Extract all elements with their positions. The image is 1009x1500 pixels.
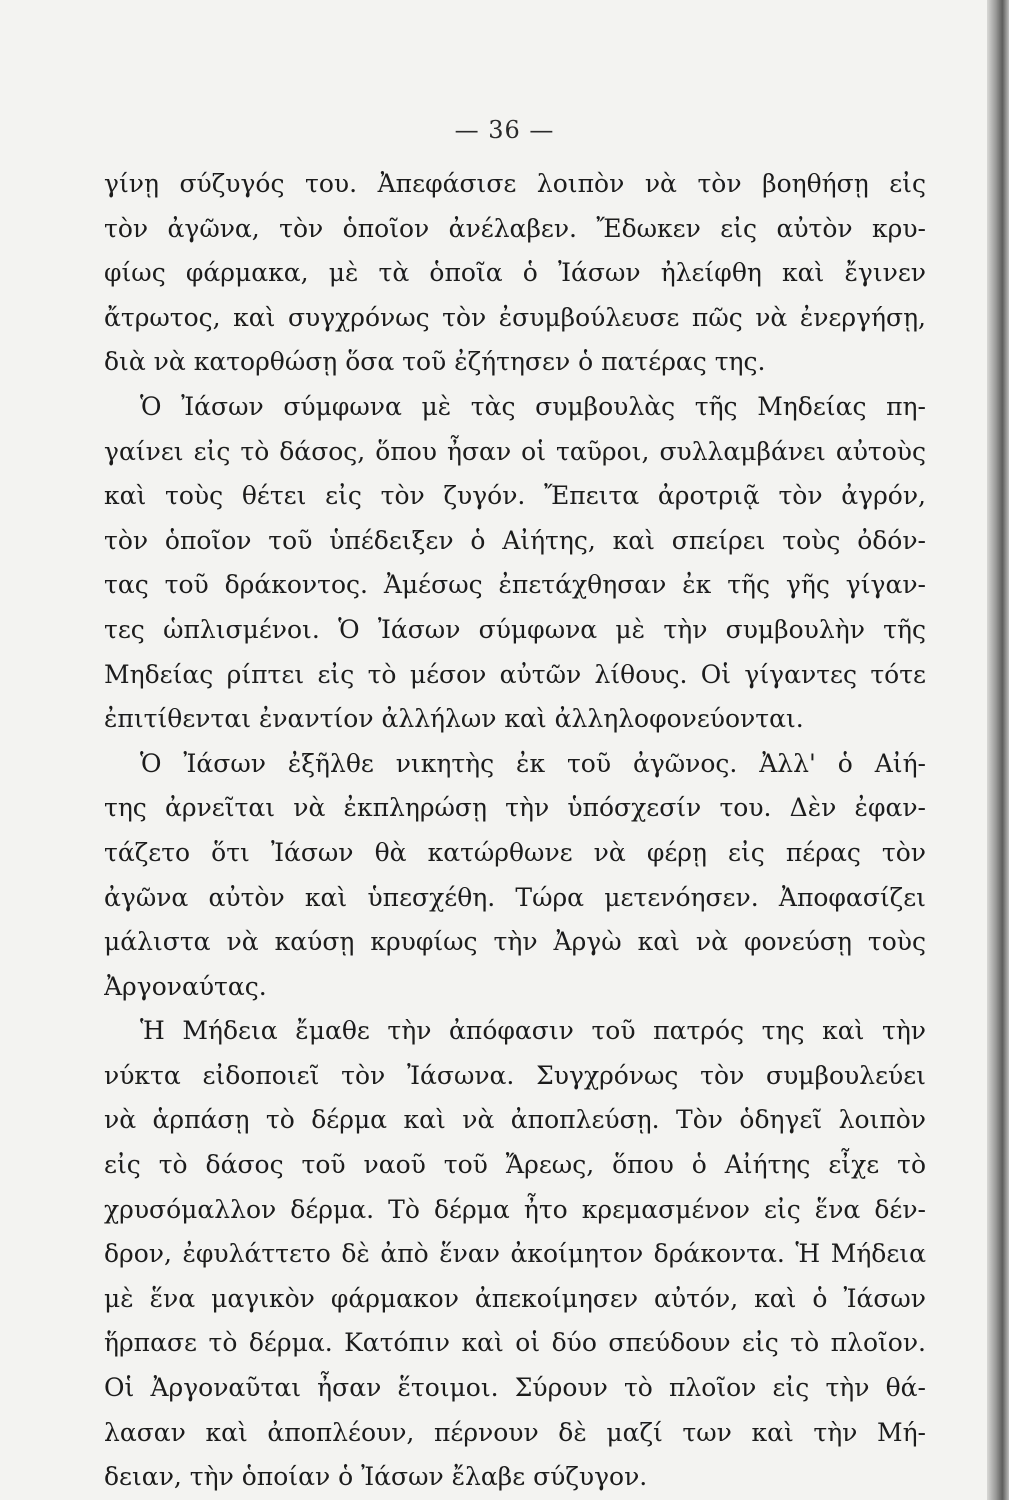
text-line: νύκτα εἰδοποιεῖ τὸν Ἰάσωνα. Συγχρόνως τὸν συμβουλεύει [104,1060,926,1090]
text-line: τὸν ὁποῖον τοῦ ὑπέδειξεν ὁ Αἰήτης, καὶ σπείρει τοὺς ὀδόν- [104,525,926,555]
text-line: τες ὡπλισμένοι. Ὁ Ἰάσων σύμφωνα μὲ τὴν συμβουλὴν τῆς [104,614,926,644]
text-line: λασαν καὶ ἀποπλέουν, πέρνουν δὲ μαζί των καὶ τὴν Μή- [104,1417,926,1447]
text-line: ἐπιτίθενται ἐναντίον ἀλλήλων καὶ ἀλληλοφονεύονται. [104,704,804,734]
text-line: μὲ ἕνα μαγικὸν φάρμακον ἀπεκοίμησεν αὐτόν, καὶ ὁ Ἰάσων [104,1283,926,1313]
text-line: δειαν, τὴν ὁποίαν ὁ Ἰάσων ἔλαβε σύζυγον. [104,1462,648,1492]
text-line: τάζετο ὅτι Ἰάσων θὰ κατώρθωνε νὰ φέρῃ εἰς πέρας τὸν [104,837,926,867]
text-line: γίνῃ σύζυγός του. Ἀπεφάσισε λοιπὸν νὰ τὸν βοηθήσῃ εἰς [104,169,926,198]
text-line: Ἡ Μήδεια ἔμαθε τὴν ἀπόφασιν τοῦ πατρός της καὶ τὴν [140,1016,926,1046]
paragraph [104,162,926,385]
text-line: Μηδείας ρίπτει εἰς τὸ μέσον αὐτῶν λίθους. Οἱ γίγαντες τότε [104,659,926,689]
text-line: διὰ νὰ κατορθώσῃ ὅσα τοῦ ἐζήτησεν ὁ πατέρας της. [104,347,766,377]
page-number: — 36 — [454,116,555,144]
text-line: Ἀργοναύτας. [104,971,267,1001]
text-line: γαίνει εἰς τὸ δάσος, ὅπου ἦσαν οἱ ταῦροι, συλλαμβάνει αὐτοὺς [104,436,926,466]
body-text [104,162,926,1500]
page-binding-edge [987,0,1009,1500]
text-line: νὰ ἁρπάσῃ τὸ δέρμα καὶ νὰ ἀποπλεύσῃ. Τὸν ὁδηγεῖ λοιπὸν [104,1105,926,1135]
text-line: Ὁ Ἰάσων σύμφωνα μὲ τὰς συμβουλὰς τῆς Μηδείας πη- [140,391,926,421]
paragraph [104,742,926,1010]
text-line: τὸν ἀγῶνα, τὸν ὁποῖον ἀνέλαβεν. Ἔδωκεν εἰς αὐτὸν κρυ- [104,213,926,243]
text-line: ἥρπασε τὸ δέρμα. Κατόπιν καὶ οἱ δύο σπεύδουν εἰς τὸ πλοῖον. [104,1328,926,1358]
text-line: Οἱ Ἀργοναῦται ἦσαν ἕτοιμοι. Σύρουν τὸ πλοῖον εἰς τὴν θά- [104,1373,926,1403]
text-line: Ὁ Ἰάσων ἐξῆλθε νικητὴς ἐκ τοῦ ἀγῶνος. Ἀλλ' ὁ Αἰή- [140,748,926,778]
text-line: καὶ τοὺς θέτει εἰς τὸν ζυγόν. Ἔπειτα ἀροτριᾷ τὸν ἀγρόν, [104,481,926,511]
text-line: τας τοῦ δράκοντος. Ἀμέσως ἐπετάχθησαν ἐκ τῆς γῆς γίγαν- [104,570,926,600]
text-line: χρυσόμαλλον δέρμα. Τὸ δέρμα ἦτο κρεμασμένον εἰς ἕνα δέν- [104,1194,926,1224]
text-line: δρον, ἐφυλάττετο δὲ ἀπὸ ἕναν ἀκοίμητον δράκοντα. Ἡ Μήδεια [104,1239,926,1269]
text-line: μάλιστα νὰ καύσῃ κρυφίως τὴν Ἀργὼ καὶ νὰ φονεύσῃ τοὺς [104,927,926,957]
paragraph [104,385,926,742]
text-line: εἰς τὸ δάσος τοῦ ναοῦ τοῦ Ἄρεως, ὅπου ὁ Αἰήτης εἶχε τὸ [104,1150,926,1180]
text-line: ἀγῶνα αὐτὸν καὶ ὑπεσχέθη. Τώρα μετενόησεν. Ἀποφασίζει [104,882,926,912]
paragraph [104,1009,926,1500]
text-line: ἄτρωτος, καὶ συγχρόνως τὸν ἐσυμβούλευσε πῶς νὰ ἐνεργήσῃ, [104,302,926,332]
text-line: της ἀρνεῖται νὰ ἐκπληρώσῃ τὴν ὑπόσχεσίν του. Δὲν ἐφαν- [104,793,926,823]
text-line: φίως φάρμακα, μὲ τὰ ὁποῖα ὁ Ἰάσων ἠλείφθη καὶ ἔγινεν [104,258,926,288]
